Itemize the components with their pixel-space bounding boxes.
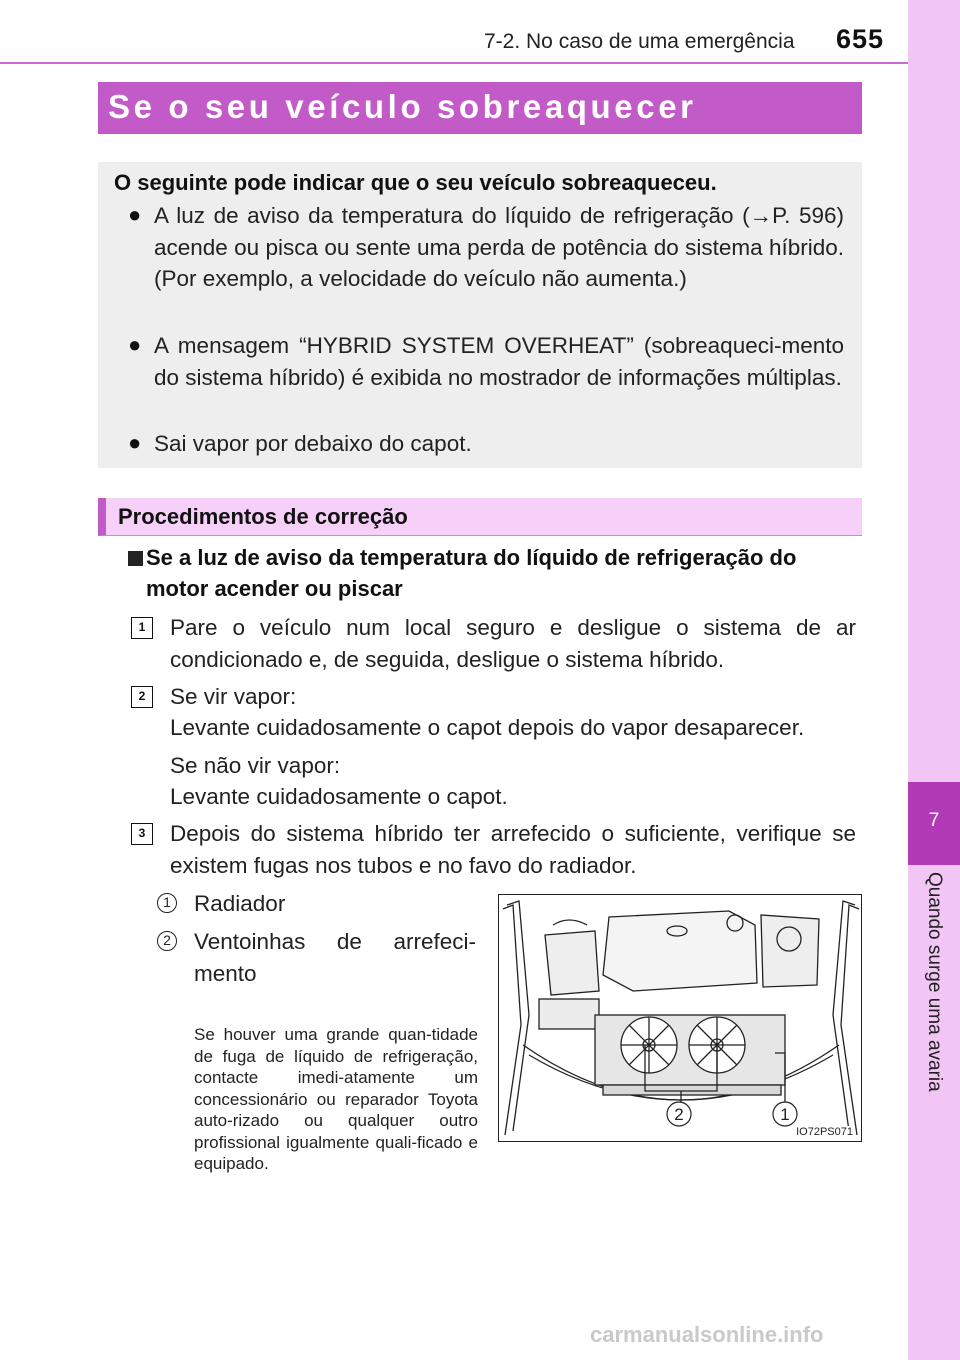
symptom-item: A mensagem “HYBRID SYSTEM OVERHEAT” (sobreaqueci-mento do sistema híbrido) é exibida no mostrador de informações múltiplas.: [154, 333, 844, 390]
callout-label-1: 1: [780, 1105, 790, 1124]
engine-bay-drawing: [499, 895, 862, 1142]
chapter-number: 7: [928, 810, 940, 831]
procedures-heading: Procedimentos de correção: [118, 504, 408, 529]
legend-label-radiator: Radiador: [194, 891, 286, 916]
procedure-subheading: Se a luz de aviso da temperatura do líquido de refrigeração do motor acender ou piscar: [146, 545, 797, 601]
section-title: 7-2. No caso de uma emergência: [484, 30, 795, 53]
step-2-line-2: Levante cuidadosamente o capot depois do vapor desaparecer.: [170, 715, 805, 740]
square-bullet-icon: [128, 551, 143, 566]
symptom-item: A luz de aviso da temperatura do líquido de refrigeração (→P. 596) acende ou pisca ou sente uma perda de potência do sistema híbrido. (Por exemplo, a velocidade do veículo não aumenta.): [154, 203, 844, 291]
step-number-1: 1: [131, 617, 153, 639]
chapter-title: Quando surge uma avaria: [924, 872, 945, 1092]
step-3-text: Depois do sistema híbrido ter arrefecido o suficiente, verifique se existem fugas nos tubos e no favo do radiador.: [170, 821, 856, 878]
step-2-line-1: Se vir vapor:: [170, 684, 297, 709]
legend-number-1: 1: [157, 893, 177, 913]
step-1-text: Pare o veículo num local seguro e desligue o sistema de ar condicionado e, de seguida, desligue o sistema híbrido.: [170, 615, 856, 672]
header-divider: [0, 62, 908, 64]
page-title: Se o seu veículo sobreaquecer: [108, 88, 697, 125]
leak-note: Se houver uma grande quan-tidade de fuga de líquido de refrigeração, contacte imedi-atamente um concessionário ou reparador Toyota auto-rizado ou qualquer outro profissional igualmente quali-ficado e equipado.: [194, 1025, 478, 1173]
step-2-line-4: Levante cuidadosamente o capot.: [170, 784, 508, 809]
step-2-line-3: Se não vir vapor:: [170, 753, 341, 778]
step-number-3: 3: [131, 823, 153, 845]
step-number-2: 2: [131, 686, 153, 708]
page-number: 655: [836, 24, 885, 54]
chapter-number-box: [908, 782, 960, 865]
callout-label-2: 2: [674, 1105, 684, 1124]
legend-number-2: 2: [157, 931, 177, 951]
bullet-icon: ●: [128, 430, 142, 455]
bullet-icon: ●: [128, 332, 142, 357]
chapter-side-tab: [908, 0, 960, 1360]
bullet-icon: ●: [128, 202, 142, 227]
engine-bay-illustration: [498, 894, 862, 1142]
symptom-item: Sai vapor por debaixo do capot.: [154, 431, 472, 456]
legend-label-fans: Ventoinhas de arrefeci-mento: [194, 929, 476, 986]
symptoms-heading: O seguinte pode indicar que o seu veículo sobreaqueceu.: [114, 170, 717, 195]
page-title-banner: [98, 82, 862, 134]
symptoms-box: [98, 162, 862, 468]
figure-code: IO72PS071: [796, 1126, 853, 1138]
watermark: carmanualsonline.info: [590, 1322, 824, 1347]
procedures-banner: [98, 498, 862, 536]
